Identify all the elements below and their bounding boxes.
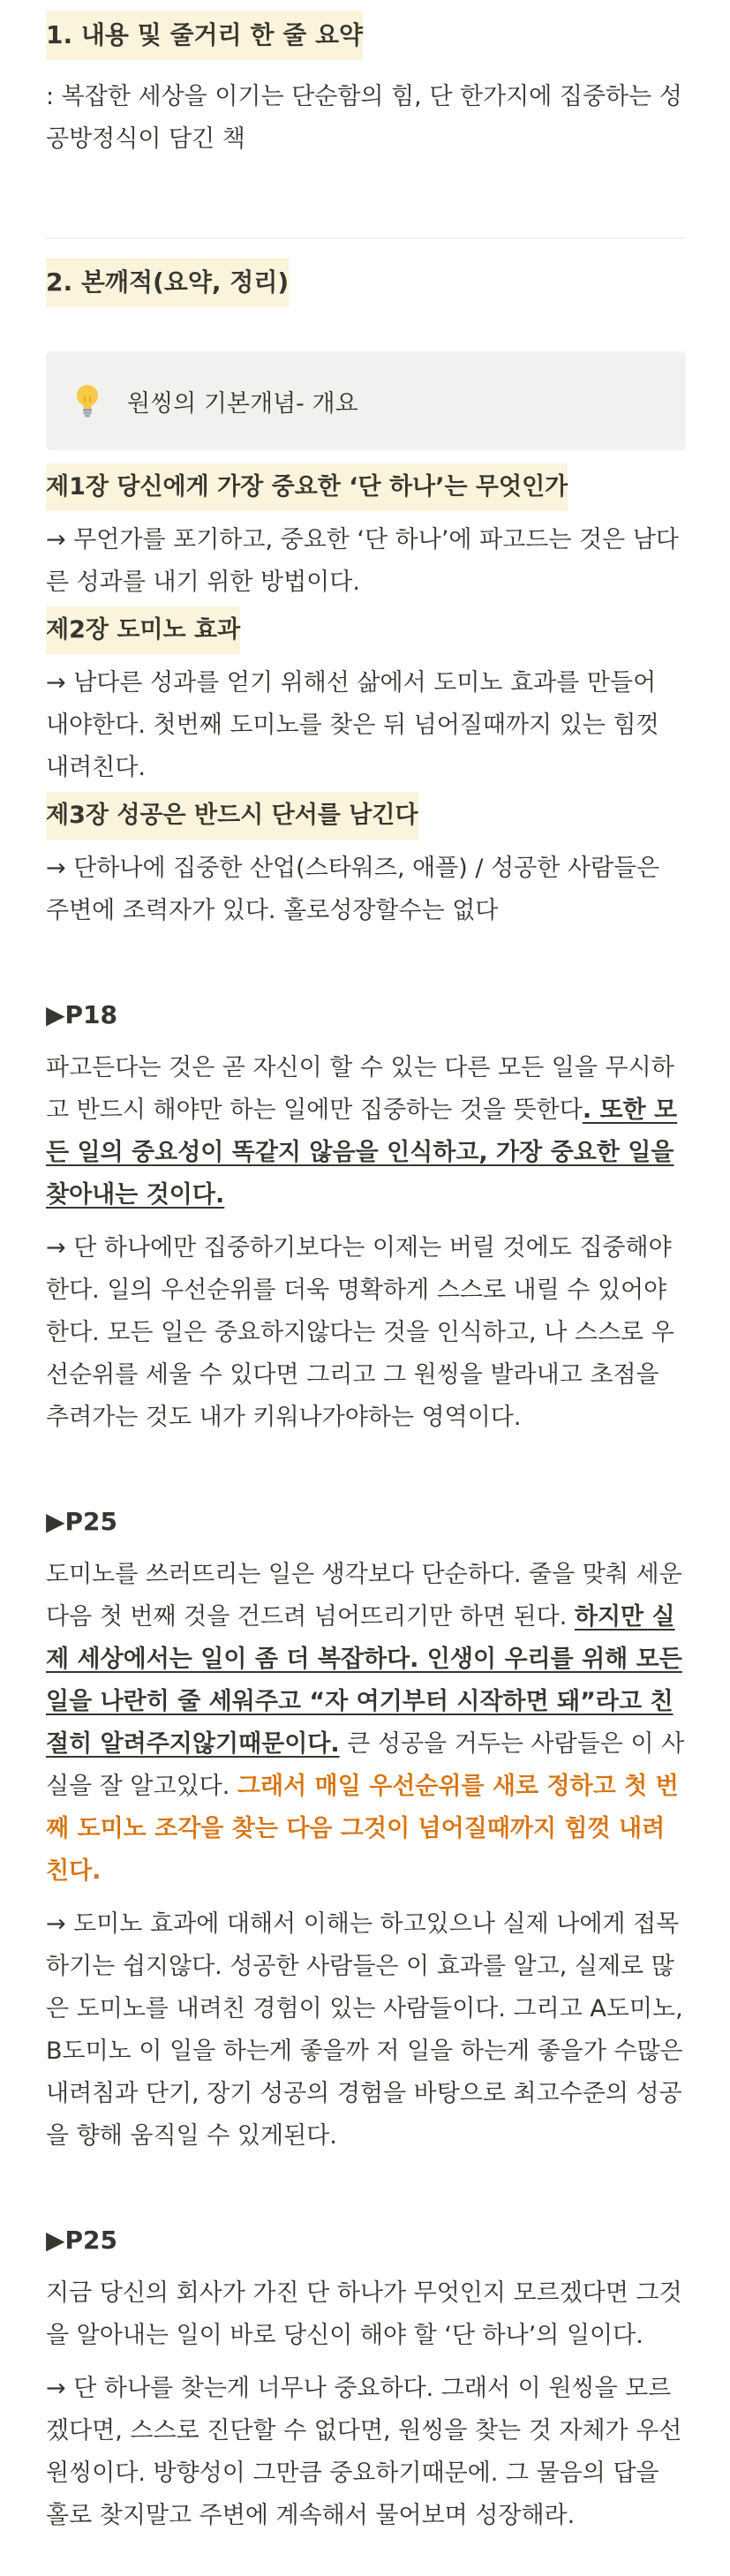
comment: → 단 하나에만 집중하기보다는 이제는 버릴 것에도 집중해야한다. 일의 우선순위를 더욱 명확하게 스스로 내릴 수 있어야한다. 모든 일은 중요하지않다는 것을 인식하고, 나 스스로 우선순위를 세울 수 있다면 그리고 그 원씽을 발라내고 초점을 추려가는 것도 내가 키워나가야하는 영역이다. <box>46 1234 674 1431</box>
chapter-3-title: 제3장 성공은 반드시 단서를 남긴다 <box>46 792 418 840</box>
chapter-1-body: → 무언가를 포기하고, 중요한 ‘단 하나’에 파고드는 것은 남다른 성과를 내기 위한 방법이다. <box>46 526 679 596</box>
chapter-2-body: → 남다른 성과를 얻기 위해선 삶에서 도미노 효과를 만들어 내야한다. 첫번째 도미노를 찾은 뒤 넘어질때까지 있는 힘껏 내려친다. <box>46 669 659 781</box>
quote-plain-2: 큰 성공을 거두는 사람들은 이 사실을 잘 알고있다. <box>46 1730 685 1800</box>
chapter-3-body: → 단하나에 집중한 산업(스타워즈, 애플) / 성공한 사람들은 주변에 조력자가 있다. 홀로성장할수는 없다 <box>46 855 660 924</box>
section-2 <box>46 260 686 932</box>
chapter-2-title: 제2장 도미노 효과 <box>46 606 240 654</box>
quote-plain: 파고든다는 것은 곧 자신이 할 수 있는 다른 모든 일을 무시하고 반드시 해야만 하는 일에만 집중하는 것을 뜻한다 <box>46 1054 674 1124</box>
section-divider <box>46 237 686 238</box>
chapter-3 <box>46 795 686 932</box>
quote <box>46 1554 686 1893</box>
section-2-heading: 2. 본깨적(요약, 정리) <box>46 258 289 307</box>
quote-emphasis: 하지만 실제 세상에서는 일이 좀 더 복잡하다. 인생이 우리를 위해 모든 일을 나란히 줄 세워주고 “자 여기부터 시작하면 돼”라고 친절히 알려주지않기때문이다. <box>46 1603 682 1758</box>
quote-emphasis: . 또한 모든 일의 중요성이 똑같지 않음을 인식하고, 가장 중요한 일을 찾아내는 것이다. <box>46 1096 678 1209</box>
quote <box>46 1047 686 1216</box>
chapter-2 <box>46 609 686 789</box>
section-1 <box>46 0 686 161</box>
quote-highlight-orange: 그래서 매일 우선순위를 새로 정하고 첫 번째 도미노 조각을 찾는 다음 그것이 넘어질때까지 힘껏 내려친다. <box>46 1773 679 1885</box>
note-p25-domino <box>46 1501 686 2158</box>
lightbulb-icon <box>72 382 102 419</box>
chapter-1 <box>46 466 686 604</box>
section-1-summary: : 복잡한 세상을 이기는 단순함의 힘, 단 한가지에 집중하는 성공방정식이 담긴 책 <box>46 83 682 153</box>
quote: 지금 당신의 회사가 가진 단 하나가 무엇인지 모르겠다면 그것을 알아내는 일이 바로 당신이 해야 할 ‘단 하나’의 일이다. <box>46 2279 682 2349</box>
comment: → 도미노 효과에 대해서 이해는 하고있으나 실제 나에게 접목하기는 쉽지않다. 성공한 사람들은 이 효과를 알고, 실제로 많은 도미노를 내려친 경험이 있는 사람들이다. 그리고 A도미노, B도미노 이 일을 하는게 좋을까 저 일을 하는게 좋을가 수많은 내려침과 단기, 장기 성공의 경험을 바탕으로 최고수준의 성공을 향해 움직일 수 있게된다. <box>46 1910 683 2150</box>
chapter-1-title: 제1장 당신에게 가장 중요한 ‘단 하나’는 무엇인가 <box>46 463 568 511</box>
note-p25-onething <box>46 2219 686 2537</box>
note-p18 <box>46 994 686 1439</box>
callout-text: 원씽의 기본개념- 개요 <box>127 389 358 418</box>
overview-callout <box>46 351 686 450</box>
page-ref: ▶P18 <box>46 1000 118 1029</box>
page-ref: ▶P25 <box>46 1507 118 1536</box>
quote-plain: 도미노를 쓰러뜨리는 일은 생각보다 단순하다. 줄을 맞춰 세운 다음 첫 번째 것을 건드려 넘어뜨리기만 하면 된다. <box>46 1561 682 1631</box>
page-ref: ▶P25 <box>46 2226 118 2255</box>
section-1-heading: 1. 내용 및 줄거리 한 줄 요약 <box>46 11 363 60</box>
comment: → 단 하나를 찾는게 너무나 중요하다. 그래서 이 원씽을 모르겠다면, 스스로 진단할 수 없다면, 원씽을 찾는 것 자체가 우선 원씽이다. 방향성이 그만큼 중요하기때문에. 그 물음의 답을 홀로 찾지말고 주변에 계속해서 물어보며 성장해라. <box>46 2375 682 2529</box>
